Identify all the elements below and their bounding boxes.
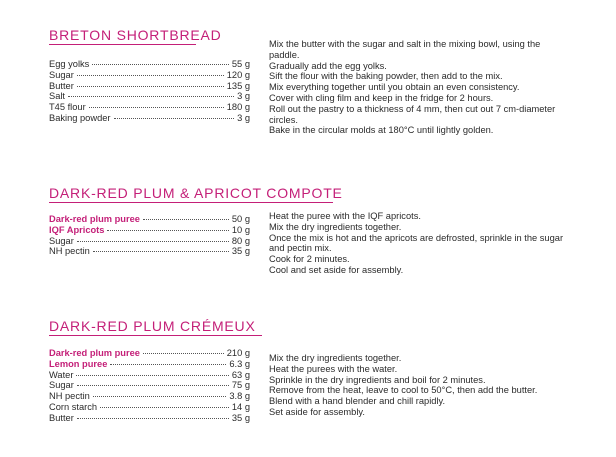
method-step: Roll out the pastry to a thickness of 4 mm, then cut out 7 cm-diameter circles. xyxy=(269,103,556,125)
dotted-leader xyxy=(114,118,235,119)
section-plum-cremeux xyxy=(0,318,616,438)
ingredient-name: Baking powder xyxy=(49,112,111,123)
ingredient-row xyxy=(49,246,250,257)
dotted-leader xyxy=(100,407,229,408)
section-title: DARK-RED PLUM & APRICOT COMPOTE xyxy=(49,185,343,201)
dotted-leader xyxy=(143,219,229,220)
section-plum-apricot-compote xyxy=(0,185,616,285)
dotted-leader xyxy=(77,86,224,87)
ingredient-row xyxy=(49,113,250,124)
dotted-leader xyxy=(89,107,224,108)
ingredient-name: Lemon puree xyxy=(49,358,108,369)
method-step: Sprinkle in the dry ingredients and boil for 2 minutes. xyxy=(269,374,486,385)
method-step: Mix the dry ingredients together. xyxy=(269,353,402,363)
ingredient-quantity: 80 g xyxy=(231,235,250,246)
method-step: Remove from the heat, leave to cool to 50°C, then add the butter. xyxy=(269,385,538,396)
section-title: BRETON SHORTBREAD xyxy=(49,27,222,43)
dotted-leader xyxy=(76,375,228,376)
ingredient-row xyxy=(49,91,250,102)
ingredient-quantity: 120 g xyxy=(226,69,250,80)
ingredient-list xyxy=(49,348,250,424)
ingredient-name: Salt xyxy=(49,91,66,102)
ingredient-row xyxy=(49,391,250,402)
ingredient-row xyxy=(49,413,250,424)
ingredient-quantity: 63 g xyxy=(231,369,250,380)
ingredient-name: Butter xyxy=(49,80,74,91)
ingredient-quantity: 180 g xyxy=(226,102,250,113)
ingredient-quantity: 3 g xyxy=(237,91,250,102)
ingredient-name: IQF Apricots xyxy=(49,224,105,235)
ingredient-name: NH pectin xyxy=(49,246,90,257)
ingredient-quantity: 210 g xyxy=(226,348,250,358)
ingredient-name: Water xyxy=(49,369,74,380)
ingredient-name: Sugar xyxy=(49,380,74,391)
method-step: Gradually add the egg yolks. xyxy=(269,60,387,71)
ingredient-row xyxy=(49,214,250,225)
ingredient-quantity: 3 g xyxy=(237,112,250,123)
ingredient-row xyxy=(49,359,250,370)
ingredient-quantity: 55 g xyxy=(231,59,250,69)
ingredient-row xyxy=(49,81,250,92)
ingredient-row xyxy=(49,102,250,113)
ingredient-row xyxy=(49,380,250,391)
method-step: Cover with cling film and keep in the fridge for 2 hours. xyxy=(269,92,494,103)
section-breton-shortbread xyxy=(0,27,616,147)
ingredient-name: Butter xyxy=(49,412,74,423)
method-steps xyxy=(269,353,569,418)
title-underline xyxy=(49,335,262,336)
ingredient-quantity: 6.3 g xyxy=(229,358,250,369)
ingredient-name: Dark-red plum puree xyxy=(49,214,140,224)
ingredient-row xyxy=(49,348,250,359)
section-title: DARK-RED PLUM CRÉMEUX xyxy=(49,318,256,334)
method-step: Mix the dry ingredients together. xyxy=(269,221,402,232)
ingredient-row xyxy=(49,59,250,70)
ingredient-name: NH pectin xyxy=(49,391,90,402)
method-step: Set aside for assembly. xyxy=(269,406,365,417)
dotted-leader xyxy=(68,96,234,97)
dotted-leader xyxy=(77,385,229,386)
method-step: Blend with a hand blender and chill rapidly. xyxy=(269,396,446,407)
dotted-leader xyxy=(77,418,229,419)
ingredient-quantity: 10 g xyxy=(231,224,250,235)
ingredient-name: Corn starch xyxy=(49,401,98,412)
dotted-leader xyxy=(92,64,229,65)
ingredient-row xyxy=(49,236,250,247)
method-step: Once the mix is hot and the apricots are defrosted, sprinkle in the sugar and pectin mix. xyxy=(269,232,564,254)
method-step: Sift the flour with the baking powder, then add to the mix. xyxy=(269,71,503,82)
dotted-leader xyxy=(93,251,229,252)
ingredient-row xyxy=(49,370,250,381)
ingredient-quantity: 50 g xyxy=(231,214,250,224)
ingredient-name: T45 flour xyxy=(49,102,86,113)
method-step: Heat the purees with the water. xyxy=(269,363,398,374)
method-step: Cool and set aside for assembly. xyxy=(269,264,404,275)
title-underline xyxy=(49,202,333,203)
method-step: Heat the puree with the IQF apricots. xyxy=(269,211,421,221)
method-steps xyxy=(269,39,569,136)
ingredient-name: Sugar xyxy=(49,69,74,80)
dotted-leader xyxy=(93,396,226,397)
ingredient-quantity: 135 g xyxy=(226,80,250,91)
method-step: Mix everything together until you obtain an even consistency. xyxy=(269,82,520,93)
dotted-leader xyxy=(77,241,229,242)
ingredient-name: Dark-red plum puree xyxy=(49,348,140,358)
ingredient-quantity: 35 g xyxy=(231,246,250,257)
ingredient-quantity: 14 g xyxy=(231,401,250,412)
ingredient-list xyxy=(49,59,250,124)
method-step: Mix the butter with the sugar and salt in the mixing bowl, using the paddle. xyxy=(269,39,541,60)
ingredient-row xyxy=(49,70,250,81)
dotted-leader xyxy=(77,75,224,76)
dotted-leader xyxy=(107,230,228,231)
ingredient-name: Egg yolks xyxy=(49,59,90,69)
method-step: Cook for 2 minutes. xyxy=(269,254,350,265)
dotted-leader xyxy=(110,364,226,365)
method-steps xyxy=(269,211,569,276)
ingredient-list xyxy=(49,214,250,257)
method-step: Bake in the circular molds at 180°C until lightly golden. xyxy=(269,125,494,136)
dotted-leader xyxy=(143,353,224,354)
ingredient-row xyxy=(49,225,250,236)
ingredient-name: Sugar xyxy=(49,235,74,246)
ingredient-quantity: 3.8 g xyxy=(229,391,250,402)
title-underline xyxy=(49,44,196,45)
ingredient-quantity: 35 g xyxy=(231,412,250,423)
ingredient-row xyxy=(49,402,250,413)
ingredient-quantity: 75 g xyxy=(231,380,250,391)
